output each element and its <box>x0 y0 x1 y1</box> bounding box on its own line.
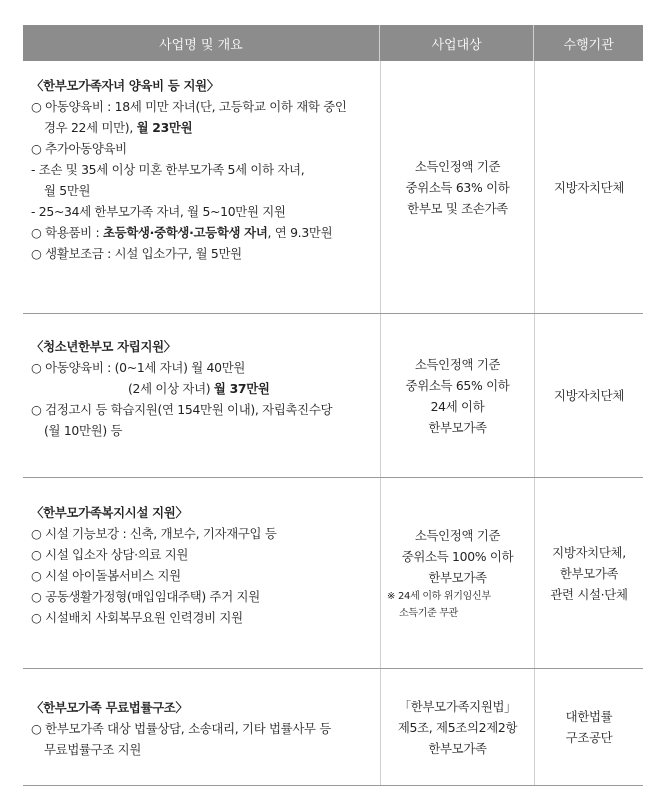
program-line <box>31 222 374 243</box>
program-line: ○ 생활보조금 : 시설 입소가구, 월 5만원 <box>31 246 242 261</box>
target-line: 중위소득 100% 이하 <box>401 548 514 564</box>
header-target: 사업대상 <box>379 25 534 61</box>
program-table <box>23 25 643 786</box>
target-cell <box>380 314 534 477</box>
table-row <box>23 314 643 478</box>
table-row <box>23 478 643 669</box>
program-line <box>31 117 374 138</box>
header-program: 사업명 및 개요 <box>159 37 243 53</box>
agency-cell <box>534 61 643 313</box>
program-line: (월 10만원) 등 <box>44 423 123 438</box>
target-line: 한부모가족 <box>428 419 487 435</box>
target-line: 소득인정액 기준 <box>414 527 501 543</box>
target-line: 소득인정액 기준 <box>414 158 501 174</box>
header-agency: 수행기관 <box>533 25 643 61</box>
program-cell <box>23 61 380 313</box>
program-line: ○ 시설배치 사회복무요원 인력경비 지원 <box>31 610 243 625</box>
program-line: ○ 시설 입소자 상담·의료 지원 <box>31 547 189 562</box>
program-title: 〈한부모가족복지시설 지원〉 <box>31 505 188 520</box>
table-header <box>23 25 643 61</box>
agency-cell <box>534 478 643 668</box>
agency-line: 지방자치단체, <box>552 544 626 560</box>
program-line-emphasis: 월 23만원 <box>136 120 193 135</box>
target-line: 소득인정액 기준 <box>414 356 501 372</box>
program-line: ○ 아동양육비 : 18세 미만 자녀(단, 고등학교 이하 재학 중인 <box>31 99 347 114</box>
target-note-line: ※ 24세 이하 위기임신부 <box>387 590 491 602</box>
agency-line: 지방자치단체 <box>553 388 625 403</box>
target-note <box>385 588 530 622</box>
program-line: ○ 추가아동양육비 <box>31 141 127 156</box>
program-line: ○ 공동생활가정형(매입임대주택) 주거 지원 <box>31 589 260 604</box>
program-line: ○ 시설 아이돌봄서비스 지원 <box>31 568 181 583</box>
target-cell <box>380 61 534 313</box>
program-line: 무료법률구조 지원 <box>44 742 141 757</box>
agency-cell <box>534 669 643 785</box>
program-line-text: (2세 이상 자녀) <box>128 381 211 396</box>
agency-line: 관련 시설·단체 <box>550 586 628 602</box>
target-line: 한부모 및 조손가족 <box>407 200 508 216</box>
program-title: 〈청소년한부모 자립지원〉 <box>31 339 176 354</box>
target-line: 중위소득 65% 이하 <box>405 377 510 393</box>
program-line-text: 경우 22세 미만), <box>44 120 133 135</box>
program-cell <box>23 314 380 477</box>
program-line-emphasis: 월 37만원 <box>213 381 270 396</box>
agency-line: 대한법률 <box>565 709 613 724</box>
target-line: 한부모가족 <box>428 569 487 585</box>
program-line: - 25~34세 한부모가족 자녀, 월 5~10만원 지원 <box>31 204 286 219</box>
program-line: ○ 검정고시 등 학습지원(연 154만원 이내), 자립촉진수당 <box>31 402 333 417</box>
target-line: 제5조, 제5조의2제2항 <box>397 719 518 735</box>
agency-line: 지방자치단체 <box>553 179 625 195</box>
program-line-emphasis: 초등학생·중학생·고등학생 자녀 <box>102 225 268 240</box>
table-row <box>23 61 643 314</box>
program-cell <box>23 478 380 668</box>
program-cell <box>23 669 380 785</box>
agency-line: 구조공단 <box>565 730 613 745</box>
program-line: ○ 한부모가족 대상 법률상담, 소송대리, 기타 법률사무 등 <box>31 721 331 736</box>
program-line: ○ 시설 기능보강 : 신축, 개보수, 기자재구입 등 <box>31 526 277 541</box>
target-line: 「한부모가족지원법」 <box>398 698 517 714</box>
target-cell <box>380 669 534 785</box>
program-title: 〈한부모가족 무료법률구조〉 <box>31 700 188 715</box>
target-note-line: 소득기준 무관 <box>399 607 459 619</box>
program-line: 월 5만원 <box>44 183 91 198</box>
program-line <box>31 378 374 399</box>
program-line-text: , 연 9.3만원 <box>267 225 333 240</box>
table-row <box>23 669 643 786</box>
target-line: 중위소득 63% 이하 <box>405 179 510 195</box>
agency-line: 한부모가족 <box>559 565 619 581</box>
program-line-text: ○ 학용품비 : <box>31 225 100 240</box>
target-line: 한부모가족 <box>428 740 487 756</box>
program-line: ○ 아동양육비 : (0~1세 자녀) 월 40만원 <box>31 360 246 375</box>
target-line: 24세 이하 <box>430 398 485 414</box>
program-title: 〈한부모가족자녀 양육비 등 지원〉 <box>31 78 219 93</box>
agency-cell <box>534 314 643 477</box>
target-cell <box>380 478 534 668</box>
program-line: - 조손 및 35세 이상 미혼 한부모가족 5세 이하 자녀, <box>31 162 305 177</box>
